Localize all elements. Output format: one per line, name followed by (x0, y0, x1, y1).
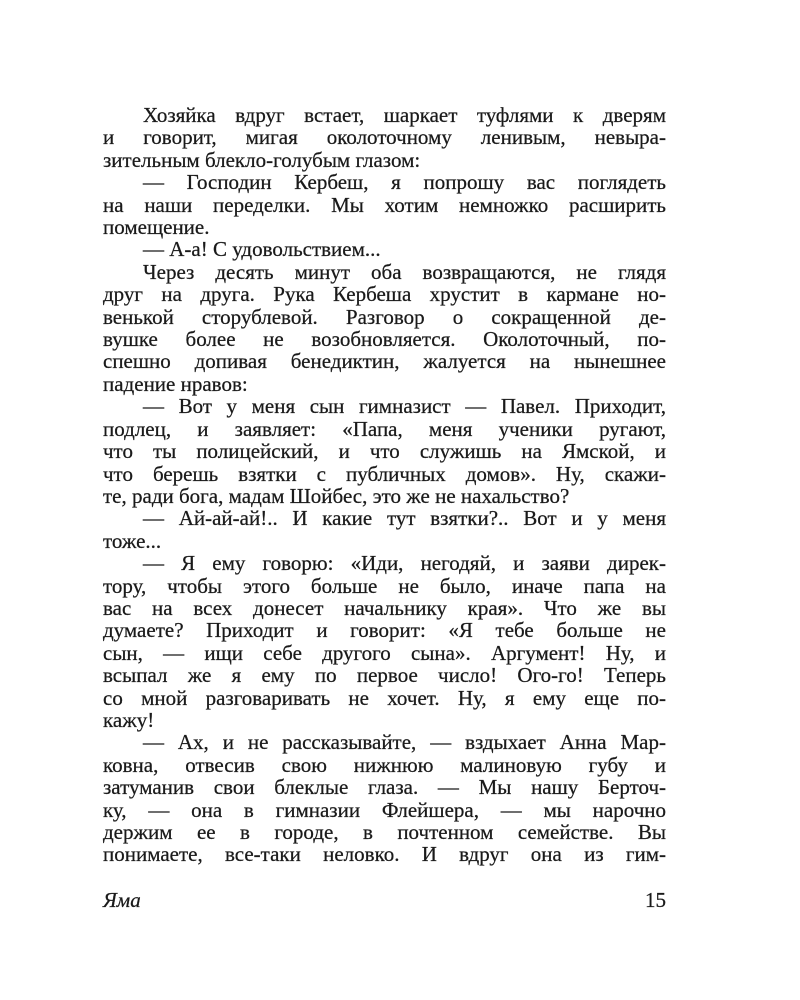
text-line: подлец, и заявляет: «Папа, меня ученики ругают, (103, 416, 666, 441)
text-line: всыпал же я ему по первое число! Ого-го! Теперь (103, 663, 666, 688)
text-line: что ты полицейский, и что служишь на Ямской, и (103, 439, 666, 464)
text-line: друг на друга. Рука Кербеша хрустит в кармане но- (103, 282, 666, 307)
text-line: вушке более не возобновляется. Околоточный, по- (103, 327, 666, 352)
text-line: спешно допивая бенедиктин, жалуется на нынешнее (103, 349, 666, 374)
text-line: Через десять минут оба возвращаются, не глядя (143, 259, 666, 284)
text-line: — Я ему говорю: «Иди, негодяй, и заяви дирек- (143, 551, 666, 576)
text-line: что берешь взятки с публичных домов». Ну, скажи- (103, 461, 666, 486)
text-line: ку, — она в гимназии Флейшера, — мы нарочно (103, 797, 666, 822)
text-line: кажу! (103, 707, 155, 732)
text-line: вас на всех донесет начальнику края». Что же вы (103, 595, 666, 620)
text-line: те, ради бога, мадам Шойбес, это же не нахальство? (103, 483, 570, 508)
text-line: — Ай-ай-ай!.. И какие тут взятки?.. Вот и у меня (143, 506, 666, 531)
text-line: Хозяйка вдруг встает, шаркает туфлями к дверям (143, 103, 666, 127)
text-line: падение нравов: (103, 371, 248, 396)
text-line: понимаете, все-таки неловко. И вдруг она из гим- (103, 842, 666, 867)
text-line: тору, чтобы этого больше не было, иначе папа на (103, 573, 666, 598)
page-body-text (103, 104, 666, 866)
text-line: думаете? Приходит и говорит: «Я тебе больше не (103, 618, 666, 643)
text-line: — Господин Кербеш, я попрошу вас поглядеть (143, 170, 666, 195)
text-line: сын, — ищи себе другого сына». Аргумент! Ну, и (103, 640, 666, 665)
text-line: со мной разговаривать не хочет. Ну, я ему еще по- (103, 685, 666, 710)
text-line: помещение. (103, 215, 210, 240)
text-line: тоже... (103, 528, 162, 553)
page-number: 15 (645, 888, 666, 912)
text-line: и говорит, мигая околоточному ленивым, невыра- (103, 125, 666, 150)
text-line: держим ее в городе, в почтенном семействе. Вы (103, 820, 666, 844)
text-line: ковна, отвесив свою нижнюю малиновую губу и (103, 752, 666, 777)
text-line: на наши переделки. Мы хотим немножко расширить (103, 192, 666, 217)
text-line: затуманив свои блеклые глаза. — Мы нашу Берточ- (103, 775, 666, 800)
text-line: — Ах, и не рассказывайте, — вздыхает Анна Мар- (143, 730, 666, 755)
text-line: — А-а! С удовольствием... (143, 237, 381, 262)
text-line: — Вот у меня сын гимназист — Павел. Приходит, (143, 394, 666, 419)
text-line: венькой сторублевой. Разговор о сокращенной де- (103, 304, 666, 329)
text-line: зительным блекло-голубым глазом: (103, 147, 421, 172)
running-title: Яма (103, 888, 141, 912)
